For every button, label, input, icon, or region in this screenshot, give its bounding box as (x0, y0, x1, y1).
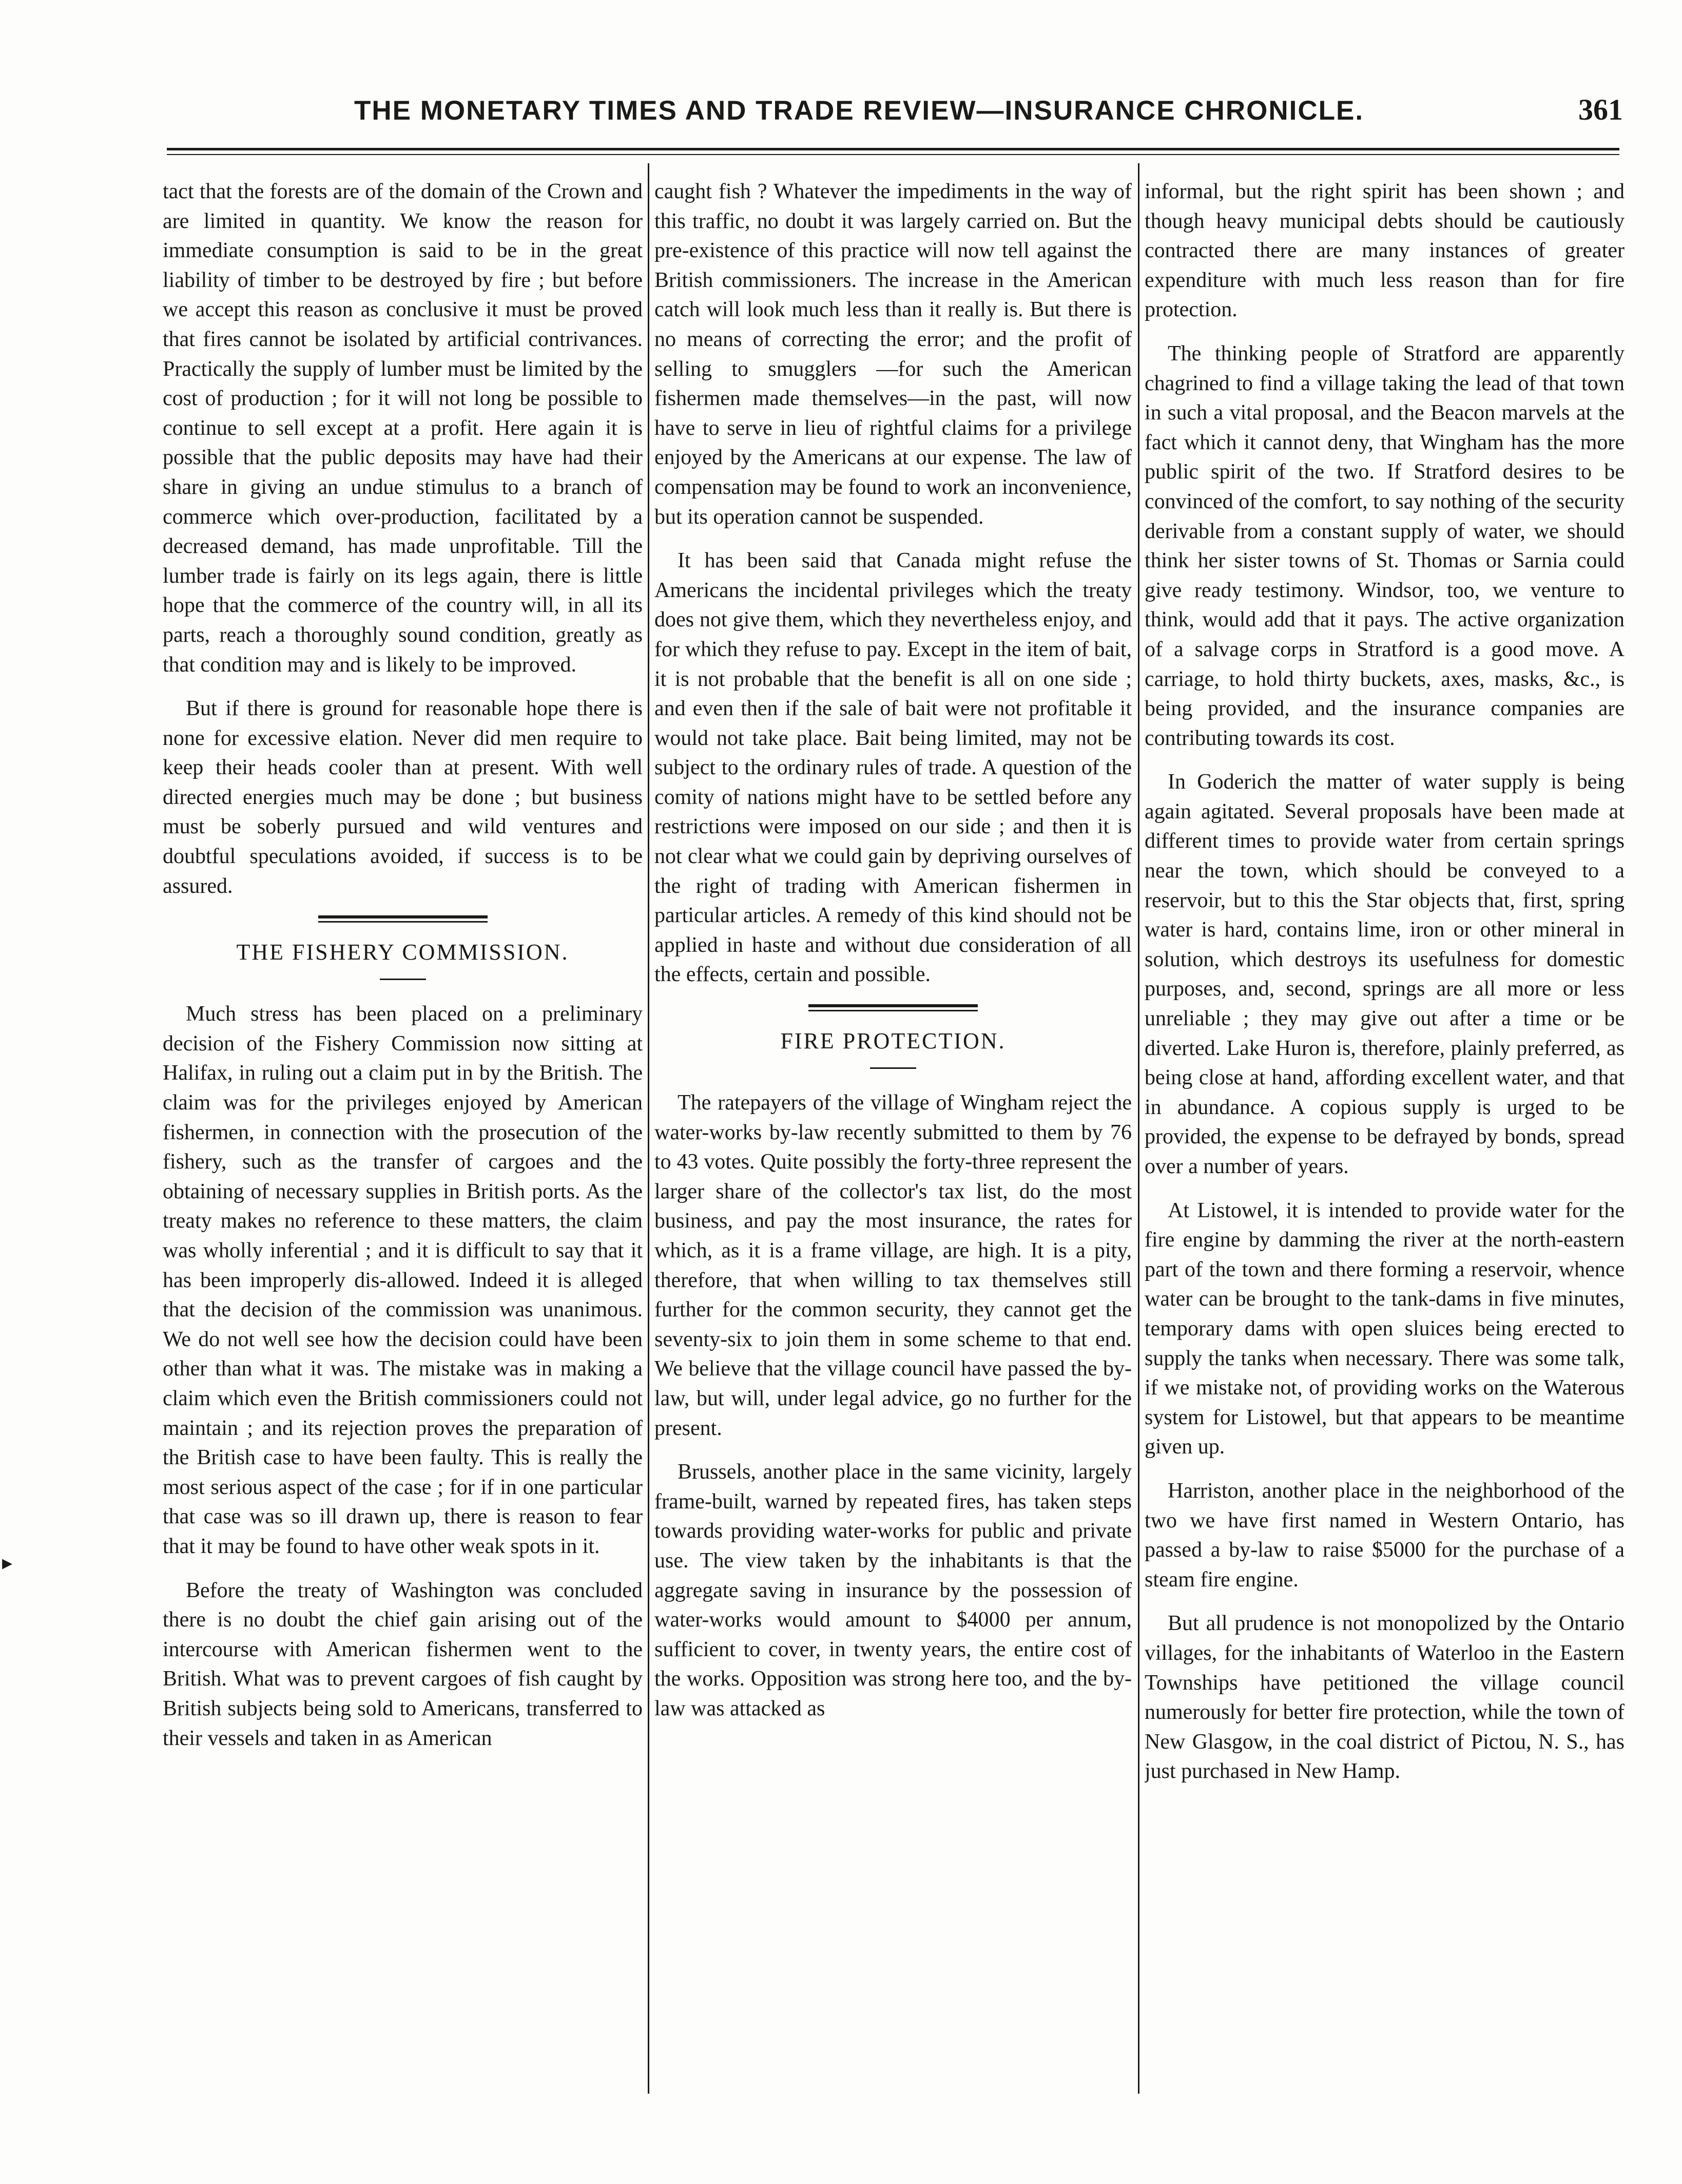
section-title: FIRE PROTECTION. (780, 1028, 1006, 1054)
paragraph: The thinking people of Stratford are apparently chagrined to find a village taking the lead of that town in such a vital proposal, and the Beacon marvels at the fact which it cannot deny, that Wingham has the more public spirit of the two. If Stratford desires to be convinced of the comfort, to say nothing of the security derivable from a constant supply of water, we should think her sister towns of St. Thomas or Sarnia could give ready testimony. Windsor, too, we venture to think, would add that it pays. The active organization of a salvage corps in Stratford is a good move. A carriage, to hold thirty buckets, axes, masks, &c., is being provided, and the insurance companies are contributing towards its cost. (1145, 341, 1625, 750)
paragraph: caught fish ? Whatever the impediments in the way of this traffic, no doubt it was largely carried on. But the pre-existence of this practice will now tell against the British commissioners. The increase in the American catch will look much less than it really is. But there is no means of correcting the error; and the profit of selling to smugglers —for such the American fishermen made themselves—in the past, will now have to serve in lieu of rightful claims for a privilege enjoyed by the Americans at our expense. The law of compensation may be found to work an inconvenience, but its operation cannot be suspended. (654, 180, 1132, 529)
paragraph: But all prudence is not monopolized by the Ontario villages, for the inhabitants of Waterloo in the Eastern Townships have petitioned the village council numerously for better fire protection, while the town of New Glasgow, in the coal district of Pictou, N. S., has just purchased in New Hamp. (1145, 1612, 1625, 1784)
margin-mark: ▸ (2, 1551, 13, 1574)
column-rule (648, 163, 649, 2094)
short-rule (870, 1067, 916, 1069)
double-rule (318, 915, 488, 923)
paragraph: At Listowel, it is intended to provide water for the fire engine by damming the river at the north-eastern part of the town and there forming a reservoir, whence water can be brought to the tank-dams in five minutes, temporary dams with open sluices being erected to supply the tanks when necessary. There was some talk, if we mistake not, of providing works on the Waterous system for Listowel, but that appears to be meantime given up. (1145, 1198, 1625, 1459)
section-heading-block (654, 1004, 1132, 1069)
column-rule (1138, 163, 1139, 2094)
paragraph: Much stress has been placed on a preliminary decision of the Fishery Commission now sitting at Halifax, in ruling out a claim put in by the British. The claim was for the privileges enjoyed by American fishermen, in connection with the prosecution of the fishery, such as the transfer of cargoes and the obtaining of necessary supplies in British ports. As the treaty makes no reference to these matters, the claim was wholly inferential ; and it is difficult to say that it has been improperly dis-allowed. Indeed it is alleged that the decision of the commission was unanimous. We do not well see how the decision could have been other than what it was. The mistake was in making a claim which even the British commissioners could not maintain ; and its rejection proves the preparation of the British case to have been faulty. This is really the most serious aspect of the case ; for if in one particular that case was so ill drawn up, there is reason to fear that it may be found to have other weak spots in it. (163, 1002, 643, 1558)
column-2 (654, 177, 1132, 2097)
paragraph: But if there is ground for reasonable hope there is none for excessive elation. Never did men require to keep their heads cooler than at present. With well directed energies much may be done ; but business must be soberly pursued and wild ventures and doubtful speculations avoided, if success is to be assured. (163, 697, 643, 898)
paragraph: Harriston, another place in the neighborhood of the two we have first named in Western Ontario, has passed a by-law to raise $5000 for the purchase of a steam fire engine. (1145, 1479, 1625, 1592)
section-heading-block (163, 915, 643, 980)
section-title: THE FISHERY COMMISSION. (236, 940, 569, 965)
paragraph: Brussels, another place in the same vicinity, largely frame-built, warned by repeated fires, has taken steps towards providing water-works for public and private use. The view taken by the inhabitants is that the aggregate saving in insurance by the possession of water-works would amount to $4000 per annum, sufficient to cover, in twenty years, the entire cost of the works. Opposition was strong here too, and the by-law was attacked as (654, 1460, 1132, 1720)
page-number: 361 (1578, 93, 1623, 126)
column-1 (163, 177, 643, 2097)
paragraph: In Goderich the matter of water supply is being again agitated. Several proposals have been made at different times to provide water from certain springs near the town, which should be conveyed to a reservoir, but to this the Star objects that, first, spring water is hard, contains lime, iron or other mineral in solution, which destroys its usefulness for domestic purposes, and, second, springs are all more or less unreliable ; they may give out after a time or be diverted. Lake Huron is, therefore, plainly preferred, as being close at hand, affording excellent water, and that in abundance. A copious supply is urged to be provided, the expense to be defrayed by bonds, spread over a number of years. (1145, 770, 1625, 1178)
short-rule (380, 979, 426, 980)
paragraph: It has been said that Canada might refuse the Americans the incidental privileges which the treaty does not give them, which they nevertheless enjoy, and for which they refuse to pay. Except in the item of bait, it is not probable that the benefit is all on one side ; and even then if the sale of bait were not profitable it would not take place. Bait being limited, may not be subject to the ordinary rules of trade. A question of the comity of nations might have to be settled before any restrictions were imposed on our side ; and then it is not clear what we could gain by depriving ourselves of the right of trading with American fishermen in particular articles. A remedy of this kind should not be applied in haste and without due consideration of all the effects, certain and possible. (654, 549, 1132, 987)
running-head: THE MONETARY TIMES AND TRADE REVIEW—INSURANCE CHRONICLE. (354, 95, 1364, 126)
paragraph: informal, but the right spirit has been shown ; and though heavy municipal debts should be cautiously contracted there are many instances of greater expenditure with much less reason than for fire protection. (1145, 180, 1625, 322)
column-3 (1145, 177, 1625, 2097)
double-rule (808, 1004, 978, 1011)
header-rule (167, 148, 1619, 155)
paragraph: The ratepayers of the village of Wingham reject the water-works by-law recently submitted to them by 76 to 43 votes. Quite possibly the forty-three represent the larger share of the collector's tax list, do the most business, and pay the most insurance, the rates for which, as it is a frame village, are high. It is a pity, therefore, that when willing to tax themselves still further for the common security, they cannot get the seventy-six to join them in some scheme to that end. We believe that the village council have passed the by-law, but will, under legal advice, go no further for the present. (654, 1091, 1132, 1440)
paragraph: tact that the forests are of the domain of the Crown and are limited in quantity. We know the reason for immediate consumption is said to be in the great liability of timber to be destroyed by fire ; but before we accept this reason as conclusive it must be proved that fires cannot be isolated by artificial contrivances. Practically the supply of lumber must be limited by the cost of production ; for it will not long be possible to continue to sell except at a profit. Here again it is possible that the public deposits may have had their share in giving an undue stimulus to a branch of commerce which over-production, facilitated by a decreased demand, has made unprofitable. Till the lumber trade is fairly on its legs again, there is little hope that the commerce of the country will, in all its parts, reach a thoroughly sound condition, greatly as that condition may and is likely to be improved. (163, 180, 643, 677)
paragraph: Before the treaty of Washington was concluded there is no doubt the chief gain arising out of the intercourse with American fishermen went to the British. What was to prevent cargoes of fish caught by British subjects being sold to Americans, transferred to their vessels and taken in as American (163, 1578, 643, 1750)
